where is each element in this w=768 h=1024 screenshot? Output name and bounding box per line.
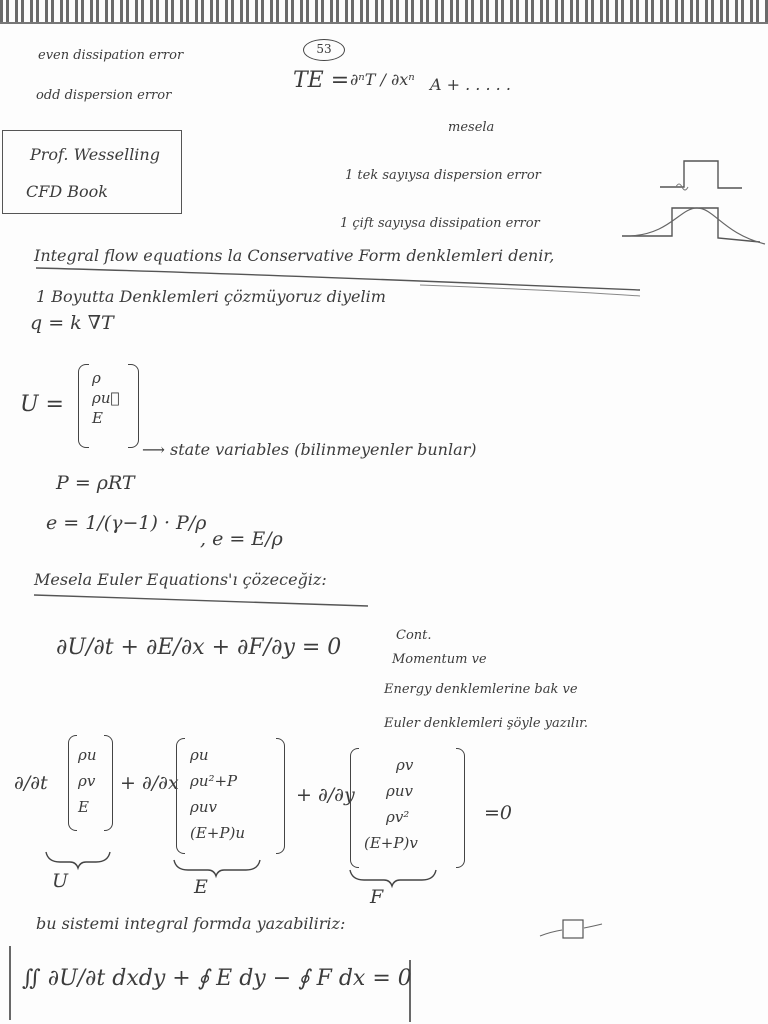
e-entry-2: ρu²+P: [190, 772, 238, 790]
te-rest: A + . . . . .: [430, 75, 511, 94]
reference-book: CFD Book: [26, 182, 108, 201]
expanded-plus-d-dy: + ∂/∂y: [296, 784, 355, 806]
u-entry-1: ρu: [78, 746, 97, 764]
ideal-gas-law: P = ρRT: [56, 472, 135, 494]
te-lhs: TE =: [293, 68, 350, 93]
reference-author: Prof. Wesselling: [30, 145, 160, 164]
expanded-d-dt: ∂/∂t: [14, 772, 48, 794]
energy-alt: , e = E/ρ: [200, 528, 283, 550]
small-doodle: [563, 920, 583, 938]
one-dim-note: 1 Boyutta Denklemleri çözmüyoruz diyelim: [36, 287, 386, 306]
e-bracket-left: [176, 738, 185, 854]
brace-u: [46, 852, 110, 868]
energy-formula: e = 1/(γ−1) · P/ρ: [46, 512, 207, 534]
state-bracket-left: [78, 364, 89, 448]
euler-note-energy: Energy denklemlerine bak ve: [384, 682, 578, 697]
euler-heading: Mesela Euler Equations'ı çözeceğiz:: [34, 570, 327, 589]
note-even-dissipation: even dissipation error: [38, 48, 184, 63]
f-entry-4: (E+P)v: [364, 834, 418, 852]
f-bracket-left: [350, 748, 359, 868]
f-bracket-right: [456, 748, 465, 868]
note-odd-dispersion: odd dispersion error: [36, 88, 172, 103]
euler-note-momentum: Momentum ve: [392, 652, 487, 667]
euler-note-euler: Euler denklemleri şöyle yazılır.: [384, 716, 589, 731]
f-entry-1: ρv: [396, 756, 414, 774]
state-vector-lhs: U =: [20, 392, 64, 417]
odd-error-note: 1 tek sayıysa dispersion error: [345, 168, 541, 183]
integral-heading: Integral flow equations la Conservative Form denklemleri denir,: [34, 246, 555, 265]
e-entries: [190, 742, 245, 846]
te-derivative: ∂ⁿT / ∂xⁿ: [350, 70, 415, 89]
brace-e: [174, 860, 260, 876]
square-wave-sketch: [660, 161, 742, 188]
box-pulse-sketch: [622, 208, 760, 242]
label-f: F: [370, 886, 384, 908]
even-error-note: 1 çift sayıysa dissipation error: [340, 216, 540, 231]
label-e: E: [194, 876, 208, 898]
e-entry-4: (E+P)u: [190, 824, 245, 842]
mesela-top: mesela: [448, 120, 495, 135]
u-entry-2: ρv: [78, 772, 96, 790]
state-annotation: ⟶ state variables (bilinmeyenler bunlar): [142, 440, 477, 459]
f-entries: [364, 752, 418, 856]
u-bracket-left: [68, 735, 77, 831]
state-bracket-right: [128, 364, 139, 448]
state-entry-energy: E: [92, 409, 103, 427]
integral-form: ∬ ∂U/∂t dxdy + ∮ E dy − ∮ F dx = 0: [22, 966, 412, 991]
state-entry-rho: ρ: [92, 369, 101, 387]
expanded-plus-d-dx: + ∂/∂x: [120, 772, 179, 794]
euler-equation: ∂U/∂t + ∂E/∂x + ∂F/∂y = 0: [56, 635, 342, 660]
expanded-equals-zero: =0: [484, 802, 513, 824]
e-entry-1: ρu: [190, 746, 209, 764]
f-entry-2: ρuv: [386, 782, 413, 800]
euler-heading-underline: [34, 595, 368, 606]
state-vector-entries: [92, 368, 119, 428]
e-entry-3: ρuv: [190, 798, 217, 816]
u-bracket-right: [104, 735, 113, 831]
u-entry-3: E: [78, 798, 89, 816]
euler-note-cont: Cont.: [396, 628, 432, 643]
gaussian-sketch: [630, 208, 765, 244]
label-u: U: [52, 870, 69, 892]
e-bracket-right: [276, 738, 285, 854]
brace-f: [350, 870, 436, 886]
f-entry-3: ρv²: [386, 808, 410, 826]
heat-flux: q = k ∇T: [30, 312, 114, 334]
page-number: 53: [316, 42, 332, 56]
integral-intro: bu sistemi integral formda yazabiliriz:: [36, 914, 346, 933]
state-entry-momentum: ρu⃗: [92, 389, 120, 407]
u-entries: [78, 742, 96, 820]
